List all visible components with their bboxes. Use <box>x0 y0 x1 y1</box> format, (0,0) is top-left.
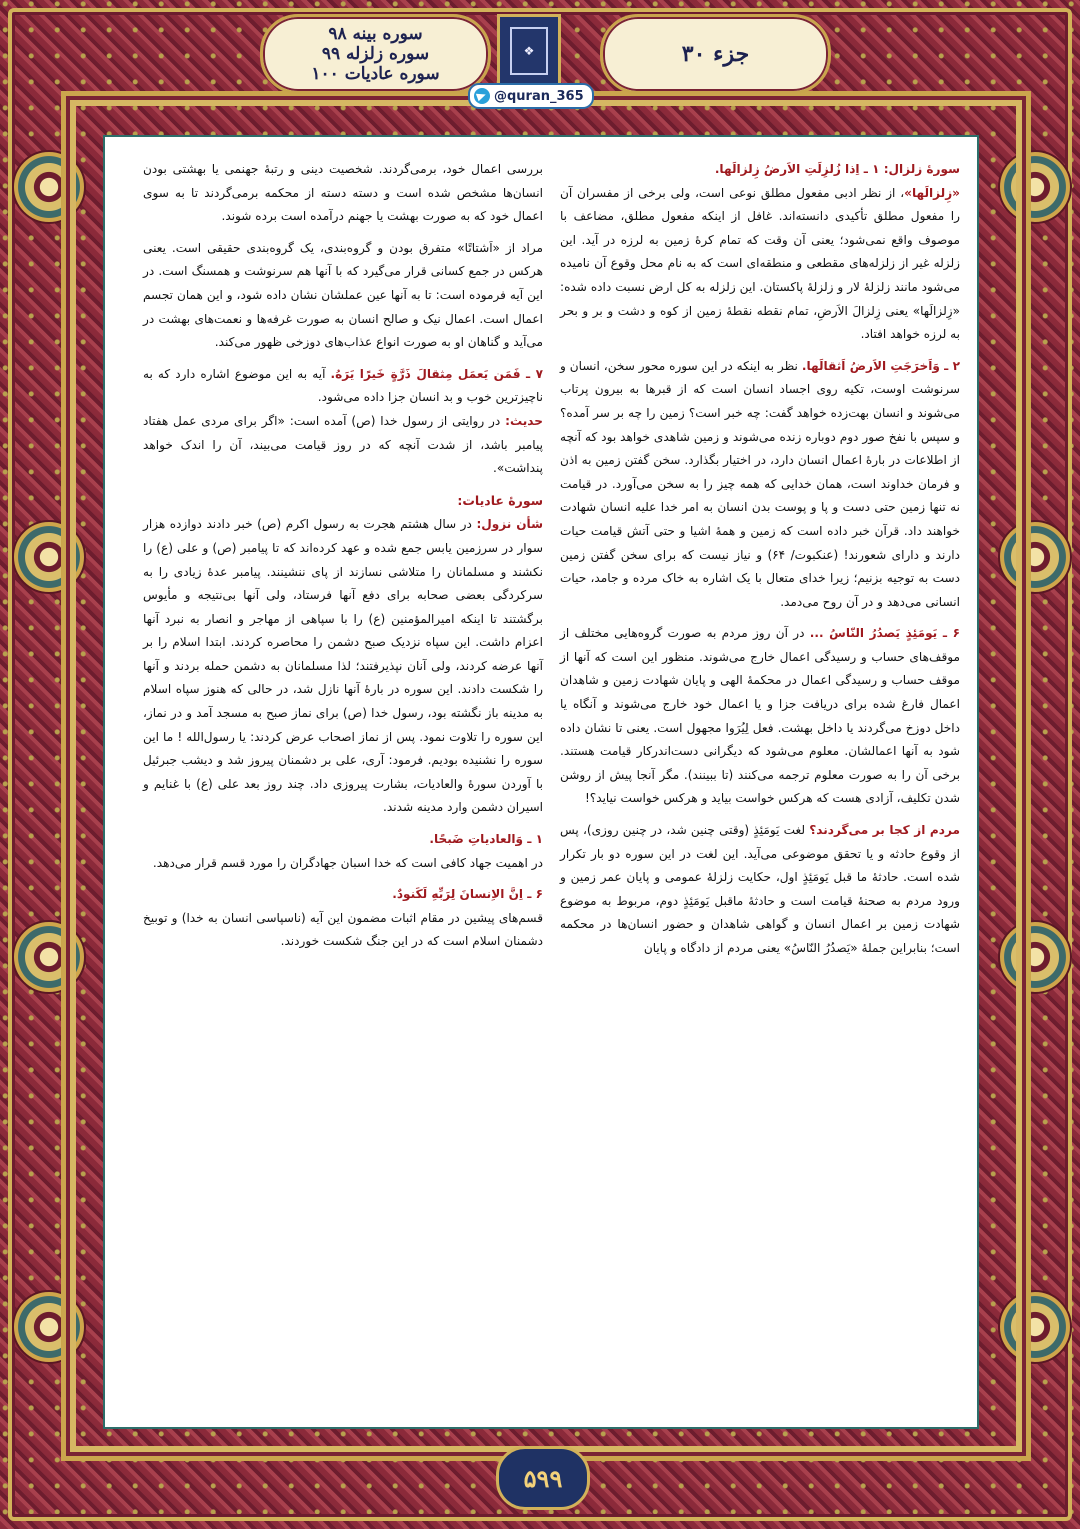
sura-title: سوره عادیات ۱۰۰ <box>311 64 440 84</box>
paragraph <box>143 852 543 876</box>
paragraph-heading: ۱ ـ وَالعادیاتِ ضَبحًا. <box>429 832 543 847</box>
paragraph-text: در اهمیت جهاد کافی است که خدا اسبان جهادگران را مورد قسم قرار می‌دهد. <box>152 855 543 870</box>
telegram-icon <box>474 88 490 104</box>
paragraph-text: در سال هشتم هجرت به رسول اکرم (ص) خبر دادند دوازده هزار سوار در سرزمین یابس جمع شده و عهد کرده‌اند که تا پیامبر (ص) و علی (ع) را نکشند و مسلمانان را متلاشی نسازند از پای ننشینند. پیامبر عدهٔ زیادی را به سرکردگی بعضی صحابه برای دفع آنها فرستاد، ولی آنها بی‌نتیجه و مأیوس برگشتند تا اینکه امیرالمؤمنین (ع) را با سپاهی از مهاجر و انصار به نبرد آنها اعزام داشت. این سپاه نزدیک صبح دشمن را محاصره کردند. ابتدا اسلام را بر آنها عرضه کردند، ولی آنان نپذیرفتند؛ لذا مسلمانان به دشمن حمله بردند و آنها را شکست دادند. این سوره در بارهٔ آنها نازل شد، در حالی که هنوز سپاه اسلام به مدینه باز نگشته بود، رسول خدا (ص) برای نماز صبح به مسجد آمد و در نماز، این سوره را تلاوت نمود. پس از نماز اصحاب عرض کردند: یا رسول‌الله ! ما این سوره را نشنیده بودیم. فرمود: آری، علی بر دشمنان پیروز شد و دیشب جبرئیل با آوردن سورهٔ والعادیات، بشارت پیروزی داد. چند روز بعد علی (ع) با غنایم و اسیران دشمن وارد مدینه شدند. <box>143 517 543 815</box>
calligraphy-logo-icon: ❖ <box>510 27 548 75</box>
juz-label: جزء ۳۰ <box>681 41 750 67</box>
paragraph <box>560 158 960 182</box>
paragraph-text: بررسی اعمال خود، برمی‌گردند. شخصیت دینی و رتبهٔ جهنمی یا بهشتی بودن انسان‌ها مشخص شده است و دسته دسته از محکمه برمی‌گردند تا به سوی اعمال خود که به صورت بهشت یا جهنم درآمده است برده شوند. <box>143 162 543 224</box>
left-column <box>143 158 543 954</box>
paragraph-text: در آن روز مردم به صورت گروه‌هایی مختلف از موقف‌های حساب و رسیدگی اعمال خارج می‌شوند. منظور این است که آنها از موقف حساب و رسیدگی اعمال در محکمهٔ الهی و پایان شهادت زمین و شاهدان اعمال فارغ شده برای دریافت جزا و یا اعمال خود خارج می‌شوند و آنگاه یا داخل دوزخ می‌گردند یا داخل بهشت. فعل لِیُرَوا مجهول است. یعنی تا نشان داده شود به آنها اعمالشان. معلوم می‌شود که دیگرانی دست‌اندرکار قیامت هستند. برخی آن را به صورت معلوم ترجمه می‌کنند (تا ببینند). مگر آنجا پیش از روشن شدن تکلیف، آزادی هست که هرکس خواست بیاید و هرکس خواست نیاید؟! <box>560 626 960 806</box>
paragraph <box>143 410 543 481</box>
paragraph-text: ، از نظر ادبی مفعول مطلق نوعی است، ولی برخی از مفسران آن را مفعول مطلق تأکیدی دانسته‌اند. غافل از اینکه مفعول مطلق، مضاعف با موصوف واقع نمی‌شود؛ یعنی آن وقت که تمام کرهٔ زمین به لرزه در آید. این زلزله غیر از زلزله‌های مقطعی و منطقه‌ای است که به نام محل وقوع آن نامیده می‌شود مانند زلزلهٔ لار و زلزلهٔ پاکستان. این زلزله به کل ارض نسبت داده شده: «زِلزالَها» یعنی زِلزالَ الاَرضِ، تمام نقطه نقطهٔ زمین از کوه و دشت و بر و بحر به لرزه خواهد افتاد. <box>560 185 960 342</box>
paragraph-text: قسم‌های پیشین در مقام اثبات مضمون این آیه (ناسپاسی انسان به خدا) و توبیخ دشمنان اسلام است که در این جنگ شکست خوردند. <box>143 910 543 949</box>
paragraph-heading: مردم از کجا بر می‌گردند؟ <box>809 823 960 838</box>
telegram-channel-badge[interactable] <box>468 83 594 109</box>
sura-title: سوره بینه ۹۸ <box>328 24 423 44</box>
paragraph-heading: ۷ ـ فَمَن یَعمَل مِثقالَ ذَرَّةٍ خَیرًا یَرَهُ. <box>330 366 543 381</box>
paragraph-heading: ۶ ـ اِنَّ الاِنسانَ لِرَبِّهِ لَکَنودٌ. <box>392 887 543 902</box>
paragraph <box>143 363 543 410</box>
section-title <box>143 489 543 514</box>
paragraph <box>143 907 543 954</box>
paragraph-text: نظر به اینکه در این سوره محور سخن، انسان و سرنوشت اوست، تکیه روی اجساد انسان است که از قبرها به بیرون پرتاب می‌شوند و انسان بهت‌زده خواهد گفت: چه خبر است؟ زمین را چه بر سر آمده؟ و سپس با نفخ صور دوم دوباره زنده می‌شوند و زمین شاهدی خواهد بود که آنچه از اطلاعات در بارهٔ اعمال انسان دارد، در اختیار بگذارد. سخن گفتن زمین به اذن و فرمان خداوند است، همان خدایی که همه چیز را به سخن می‌آورد. در قیامت نه تنها زمین حتی دست و پا و پوست بدن انسان به امر خدا علیه انسان شهادت خواهند داد. قرآن خبر داده است که زمین و همهٔ اشیا و حتی آتش قیامت حیات دارند و دارای شعورند! (عنکبوت/ ۶۴) و نیاز نیست که برای سخن گفتن زمین دست به توجیه بزنیم؛ زیرا خدای متعال با یک اشاره به خاک مرده و جامد، حیات انسانی می‌دهد و در آن روح می‌دمد. <box>560 358 960 609</box>
right-column <box>560 158 960 961</box>
paragraph <box>560 819 960 961</box>
section-heading: سورهٔ عادیات: <box>457 492 543 508</box>
page-number: ۵۹۹ <box>523 1463 563 1493</box>
paragraph-text: در روایتی از رسول خدا (ص) آمده است: «اگر برای مردی عمل هفتاد پیامبر باشد، از شدت آنچه که در روز قیامت می‌بیند، آن را اندک خواهد پنداشت». <box>143 413 543 476</box>
paragraph-text: مراد از «اَشتاتًا» متفرق بودن و گروه‌بندی، یک گروه‌بندی حقیقی است. یعنی هرکس در جمع کسانی قرار می‌گیرد که با آنها هم سرنوشت و همسنگ است. در این آیه فرموده است: تا به آنها عین عملشان نشان داده شود، و این همان تجسم اعمال است. اعمال نیک و صالح انسان به صورت غرفه‌ها و نعمت‌های بهشت در می‌آید و گناهان او به صورت انواع عذاب‌های دوزخی ظهور می‌کند. <box>143 240 543 350</box>
sura-title: سوره زلزله ۹۹ <box>321 44 430 64</box>
paragraph <box>143 828 543 852</box>
sura-titles-tab <box>260 14 491 94</box>
paragraph <box>143 237 543 355</box>
paragraph-heading: حدیث: <box>505 413 543 428</box>
juz-tab <box>600 14 831 94</box>
paragraph-heading: سورهٔ زلزال: ۱ ـ اِذا زُلزِلَتِ الاَرضُ زِلزالَها. <box>714 162 960 176</box>
paragraph <box>560 182 960 347</box>
paragraph-heading: شأن نزول: <box>476 517 543 532</box>
page-number-badge <box>496 1446 590 1510</box>
channel-handle: @quran_365 <box>494 88 584 104</box>
paragraph <box>143 513 543 820</box>
paragraph <box>560 355 960 615</box>
paragraph <box>143 883 543 907</box>
paragraph <box>560 622 960 811</box>
quran-logo <box>497 14 561 88</box>
paragraph-heading: «زِلزالَها» <box>904 185 960 200</box>
paragraph-heading: ۲ ـ وَاَخرَجَتِ الاَرضُ اَثقالَها. <box>801 358 960 373</box>
paragraph <box>143 158 543 229</box>
paragraph-heading: ۶ ـ یَومَئِذٍ یَصدُرُ النّاسُ ... <box>809 626 960 641</box>
paragraph-text: آیه به این موضوع اشاره دارد که به ناچیزترین خوب و بد انسان جزا داده می‌شود. <box>143 366 543 405</box>
paragraph-text: لغت یَومَئِذٍ (وقتی چنین شد، در چنین روزی)، پس از وقوع حادثه و یا تحقق موضوعی می‌آید. این لغت در این سوره دو بار تکرار شده است. حادثهٔ ما قبل یَومَئِذٍ اول، حکایت زلزلهٔ عمومی و پایان عمر زمین و ورود مردم به صحنهٔ قیامت است و حادثهٔ ماقبل یَومَئِذٍ دوم، مربوط به موضوع شهادت زمین بر اعمال انسان و گواهی شاهدان و حضور انسان‌ها در محکمه است؛ بنابراین جملهٔ «یَصدُرُ النّاسُ» یعنی مردم از دادگاه و پایان <box>560 823 960 955</box>
